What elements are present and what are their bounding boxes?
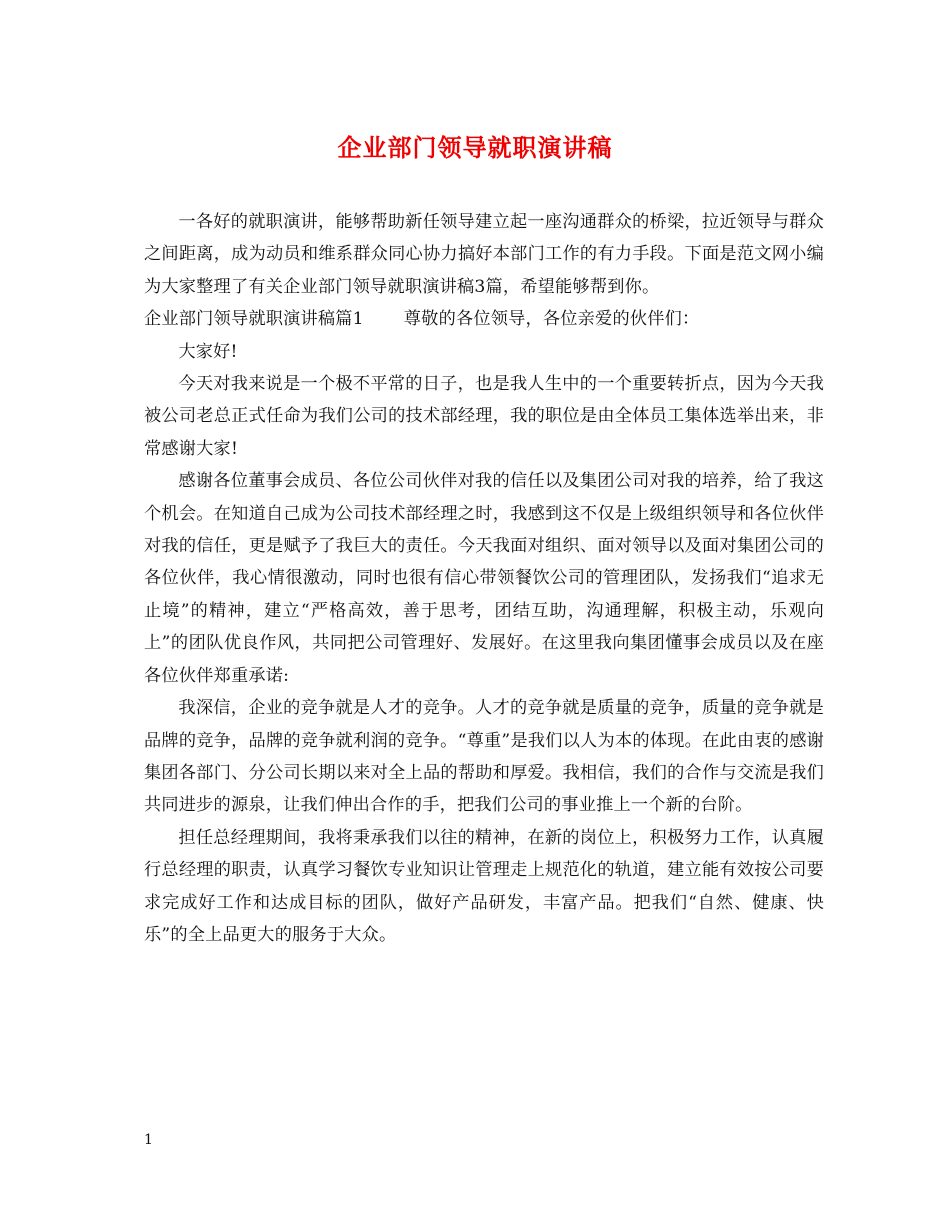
body-paragraph: 今天对我来说是一个极不平常的日子，也是我人生中的一个重要转折点，因为今天我被公司老总正式任命为我们公司的技术部经理，我的职位是由全体员工集体选举出来，非常感谢大家! <box>144 374 824 459</box>
salutation: 尊敬的各位领导，各位亲爱的伙伴们： <box>403 309 700 330</box>
greeting: 大家好! <box>178 341 238 362</box>
intro-paragraph: 一各好的就职演讲，能够帮助新任领导建立起一座沟通群众的桥梁，拉近领导与群众之间距离，成为动员和维系群众同心协力搞好本部门工作的有力手段。下面是范文网小编为大家整理了有关企业部门领导就职演讲稿3篇，希望能够帮到你。 <box>144 212 824 297</box>
body-paragraph: 担任总经理期间，我将秉承我们以往的精神，在新的岗位上，积极努力工作，认真履行总经理的职责，认真学习餐饮专业知识让管理走上规范化的轨道，建立能有效按公司要求完成好工作和达成目标的团队，做好产品研发，丰富产品。把我们“自然、健康、快乐”的全上品更大的服务于大众。 <box>144 827 824 945</box>
section-heading-line <box>144 303 824 335</box>
page-number: 1 <box>144 1132 153 1148</box>
section-heading: 企业部门领导就职演讲稿篇1 <box>144 309 364 330</box>
body-paragraph: 感谢各位董事会成员、各位公司伙伴对我的信任以及集团公司对我的培养，给了我这个机会。在知道自己成为公司技术部经理之时，我感到这不仅是上级组织领导和各位伙伴对我的信任，更是赋予了我巨大的责任。今天我面对组织、面对领导以及面对集团公司的各位伙伴，我心情很激动，同时也很有信心带领餐饮公司的管理团队，发扬我们“追求无止境”的精神，建立“严格高效，善于思考，团结互助，沟通理解，积极主动，乐观向上”的团队优良作风，共同把公司管理好、发展好。在这里我向集团懂事会成员以及在座各位伙伴郑重承诺: <box>144 471 824 686</box>
body-paragraph: 我深信，企业的竞争就是人才的竞争。人才的竞争就是质量的竞争，质量的竞争就是品牌的竞争，品牌的竞争就利润的竞争。“尊重”是我们以人为本的体现。在此由衷的感谢集团各部门、分公司长期以来对全上品的帮助和厚爱。我相信，我们的合作与交流是我们共同进步的源泉，让我们伸出合作的手，把我们公司的事业推上一个新的台阶。 <box>144 698 824 816</box>
document-body <box>144 206 824 951</box>
document-title: 企业部门领导就职演讲稿 <box>337 133 613 162</box>
